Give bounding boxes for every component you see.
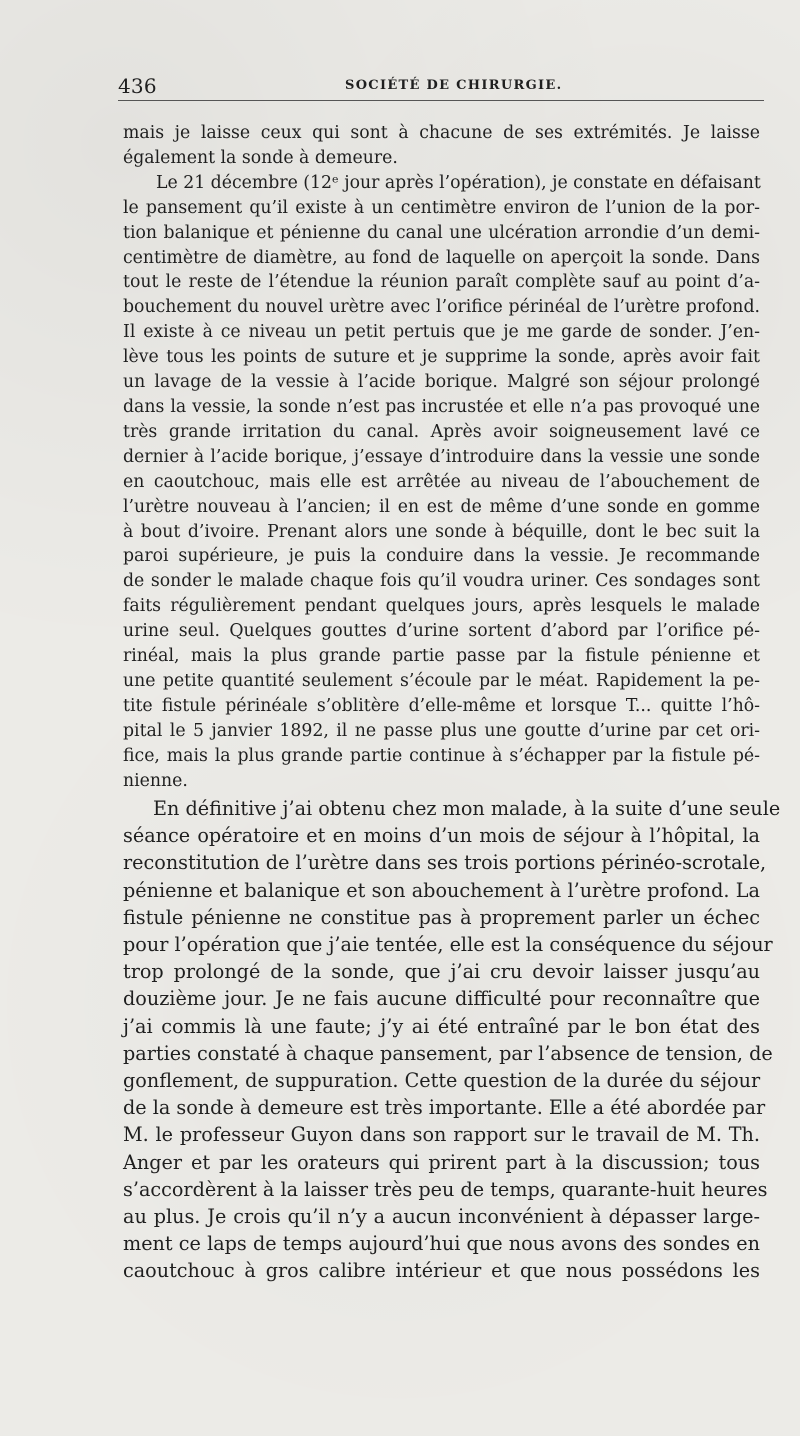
- small-text-block: [123, 121, 760, 793]
- small-line: mais je laisse ceux qui sont à chacune de ses extrémités. Je laisse: [123, 123, 760, 143]
- large-line: caoutchouc à gros calibre intérieur et que nous possédons les: [123, 1259, 760, 1283]
- large-text-block: [123, 795, 781, 1285]
- large-line: trop prolongé de la sonde, que j’ai cru devoir laisser jusqu’au: [123, 960, 760, 984]
- running-head: SOCIÉTÉ DE CHIRURGIE.: [345, 78, 563, 93]
- small-line: tite fistule périnéale s’oblitère d’elle-même et lorsque T... quitte l’hô-: [123, 695, 760, 716]
- large-line: au plus. Je crois qu’il n’y a aucun inconvénient à dépasser large-: [123, 1205, 760, 1229]
- large-line: reconstitution de l’urètre dans ses trois portions périnéo-scrotale,: [123, 851, 767, 875]
- small-line: faits régulièrement pendant quelques jours, après lesquels le malade: [123, 596, 760, 617]
- large-line: douzième jour. Je ne fais aucune difficulté pour reconnaître que: [123, 987, 760, 1011]
- small-line: tion balanique et pénienne du canal une ulcération arrondie d’un demi-: [123, 222, 760, 243]
- large-line: Anger et par les orateurs qui prirent part à la discussion; tous: [123, 1150, 760, 1174]
- small-line: une petite quantité seulement s’écoule par le méat. Rapidement la pe-: [123, 670, 760, 691]
- large-line: En définitive j’ai obtenu chez mon malade, à la suite d’une seule: [153, 797, 781, 820]
- large-line: pénienne et balanique et son abouchement à l’urètre profond. La: [123, 878, 760, 902]
- small-line: tout le reste de l’étendue la réunion paraît complète sauf au point d’a-: [123, 272, 760, 293]
- large-line: s’accordèrent à la laisser très peu de temps, quarante-huit heures: [123, 1177, 768, 1201]
- small-line: nienne.: [123, 770, 188, 791]
- small-line: également la sonde à demeure.: [123, 147, 398, 168]
- small-line: de sonder le malade chaque fois qu’il voudra uriner. Ces sondages sont: [123, 571, 760, 592]
- page-header: [118, 64, 764, 100]
- header-rule: [118, 100, 764, 101]
- small-line: dernier à l’acide borique, j’essaye d’introduire dans la vessie une sonde: [123, 446, 760, 467]
- large-line: séance opératoire et en moins d’un mois de séjour à l’hôpital, la: [123, 824, 760, 848]
- small-line: à bout d’ivoire. Prenant alors une sonde à béquille, dont le bec suit la: [123, 521, 760, 542]
- small-line: un lavage de la vessie à l’acide borique. Malgré son séjour prolongé: [123, 372, 760, 393]
- page-number: 436: [118, 74, 157, 98]
- large-line: pour l’opération que j’aie tentée, elle est la conséquence du séjour: [123, 933, 773, 957]
- small-line: fice, mais la plus grande partie continue à s’échapper par la fistule pé-: [123, 745, 760, 766]
- small-line: urine seul. Quelques gouttes d’urine sortent d’abord par l’orifice pé-: [123, 621, 760, 642]
- large-line: parties constaté à chaque pansement, par l’absence de tension, de: [123, 1041, 773, 1065]
- large-line: ment ce laps de temps aujourd’hui que nous avons des sondes en: [123, 1232, 760, 1256]
- small-line: en caoutchouc, mais elle est arrêtée au niveau de l’abouchement de: [123, 471, 760, 492]
- small-line: très grande irritation du canal. Après avoir soigneusement lavé ce: [123, 421, 760, 442]
- small-line: l’urètre nouveau à l’ancien; il en est de même d’une sonde en gomme: [123, 496, 760, 517]
- small-line: pital le 5 janvier 1892, il ne passe plus une goutte d’urine par cet ori-: [123, 720, 760, 741]
- small-line: Il existe à ce niveau un petit pertuis que je me garde de sonder. J’en-: [123, 322, 760, 343]
- small-line: bouchement du nouvel urètre avec l’orifice périnéal de l’urètre profond.: [123, 297, 760, 318]
- large-line: gonflement, de suppuration. Cette question de la durée du séjour: [123, 1069, 761, 1093]
- small-line: centimètre de diamètre, au fond de laquelle on aperçoit la sonde. Dans: [123, 247, 760, 268]
- small-line: Le 21 décembre (12ᵉ jour après l’opération), je constate en défaisant: [156, 172, 761, 193]
- small-line: lève tous les points de suture et je supprime la sonde, après avoir fait: [123, 347, 760, 368]
- large-line: j’ai commis là une faute; j’y ai été entraîné par le bon état des: [123, 1014, 760, 1038]
- small-line: paroi supérieure, je puis la conduire dans la vessie. Je recommande: [123, 546, 760, 567]
- large-line: de la sonde à demeure est très importante. Elle a été abordée par: [123, 1096, 766, 1120]
- small-line: rinéal, mais la plus grande partie passe par la fistule pénienne et: [123, 646, 760, 667]
- large-line: M. le professeur Guyon dans son rapport sur le travail de M. Th.: [123, 1123, 760, 1147]
- small-line: dans la vessie, la sonde n’est pas incrustée et elle n’a pas provoqué une: [123, 396, 760, 417]
- small-line: le pansement qu’il existe à un centimètre environ de l’union de la por-: [123, 197, 760, 218]
- large-line: fistule pénienne ne constitue pas à proprement parler un échec: [123, 905, 760, 929]
